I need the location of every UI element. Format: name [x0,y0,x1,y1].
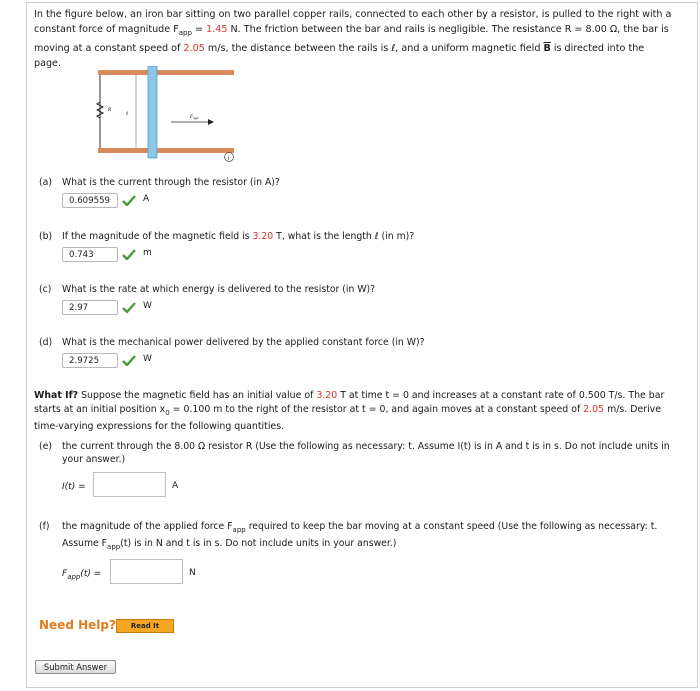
unit-b: m [143,248,152,258]
read-it-button[interactable]: Read It [116,619,174,633]
answer-c-field[interactable]: 2.97 [62,300,118,315]
problem-intro: In the figure below, an iron bar sitting on two parallel copper rails, connected to each other by a resistor, is pulled to the right with a constant force of magnitude $F_{app} = 1.45$ N. The friction between the bar and rails is negligible. The resistance R = 8.00 Ω, the bar is moving at a constant speed of 2.05 m/s, the distance between the rails is ℓ, and a uniform magnetic field $\overline{B}$ is directed into the page. [34,9,672,69]
force-label: $F_{app}$ [190,115,199,120]
question-e: (e) the current through the 8.00 Ω resistor R (Use the following as necessary: t. Assume I(t) is in A and t is in s. Do not include units in your answer.) [39,441,670,465]
unit-a: A [143,194,150,204]
bottom-rail [98,148,234,153]
need-help-label: Need Help? [39,618,116,632]
check-icon [122,302,136,313]
unit-f: N [189,568,196,578]
question-a: (a) What is the current through the resistor (in A)? [39,177,280,188]
check-icon [122,355,136,366]
answer-d-field[interactable]: 2.9725 [62,353,118,368]
length-label: ℓ [126,112,129,117]
question-d: (d) What is the mechanical power delivered by the applied constant force (in W)? [39,337,425,348]
iron-bar [148,66,157,158]
unit-e: A [172,481,179,491]
question-c: (c) What is the rate at which energy is delivered to the resistor (in W)? [39,284,376,295]
answer-b-field[interactable]: 0.743 [62,247,118,262]
what-if-paragraph: What If? Suppose the magnetic field has an initial value of 3.20 T at time t = 0 and increases at a constant rate of 0.500 T/s. The bar starts at an initial position $x_0 = 0.100$ m to the right of the resistor at t = 0, and again moves at a constant speed of 2.05 m/s. Derive time-varying expressions for the following quantities. [34,390,665,432]
resistor-label: R [108,108,112,113]
submit-answer-button[interactable]: Submit Answer [35,660,116,674]
force-value: 1.45 [206,24,228,35]
answer-a-field[interactable]: 0.609559 [62,193,118,208]
check-icon [122,195,136,206]
force-expression-input[interactable] [110,559,183,584]
force-expression-label: $F_{app}(t)$ = [62,569,102,581]
current-expression-label: I(t) = [62,482,86,492]
speed-value: 2.05 [183,43,205,54]
question-b: (b) If the magnitude of the magnetic field is 3.20 T, what is the length ℓ (in m)? [39,231,415,242]
info-icon-glyph: i [227,155,230,162]
question-f: (f) the magnitude of the applied force $F_{app}$ required to keep the bar moving at a constant speed (Use the following as necessary: t. Assume $F_{app}(t)$ is in N and t is in s. Do not include units in your answer.) [39,521,658,551]
force-arrowhead [208,119,214,125]
unit-d: W [143,354,152,364]
rail-bar-figure [96,66,236,166]
top-rail [98,70,234,75]
unit-c: W [143,301,152,311]
current-expression-input[interactable] [93,472,166,497]
check-icon [122,249,136,260]
